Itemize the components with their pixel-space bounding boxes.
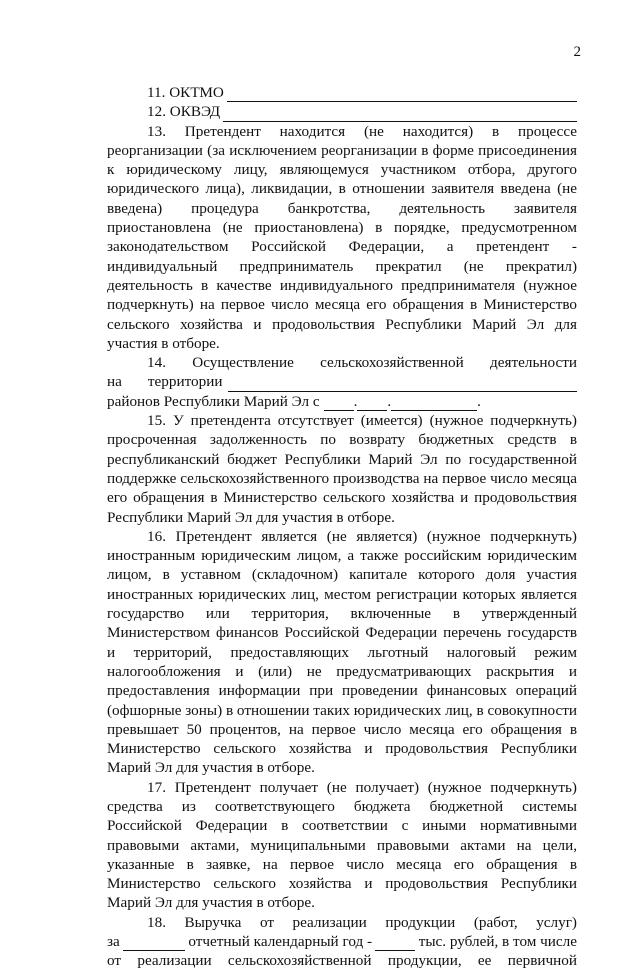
paragraph-18-za: за: [107, 933, 120, 951]
paragraph-18-line3: от реализации сельскохозяйственной продукции, ее первичной: [107, 952, 577, 970]
revenue-amount-blank[interactable]: [375, 935, 415, 951]
paragraph-18-tail: тыс. рублей, в том числе: [418, 933, 577, 951]
oktmo-field: [107, 83, 577, 102]
paragraph-14-regions: районов Республики Марий Эл с: [107, 392, 320, 410]
date-dot-2: .: [387, 392, 392, 410]
date-day-blank[interactable]: [324, 395, 354, 411]
territory-blank[interactable]: [228, 376, 577, 392]
paragraph-18-line1: 18. Выручка от реализации продукции (работ, услуг): [147, 913, 577, 931]
reporting-year-blank[interactable]: [123, 935, 185, 951]
paragraph-14-line2: [107, 372, 577, 391]
date-year-blank[interactable]: [391, 395, 477, 411]
document-body: [107, 83, 577, 971]
paragraph-14-territory: территории: [147, 373, 223, 391]
date-month-blank[interactable]: [357, 395, 387, 411]
okved-blank[interactable]: [223, 106, 577, 122]
date-dot-1: .: [353, 392, 358, 410]
paragraph-13: 13. Претендент находится (не находится) в процессе реорганизации (за исключением реорганизации в форме присоединения к юридическому лицу, являющемуся участником отбора, другого юридического лица), ликвидации, в отношении заявителя введена (не введена) процедура банкротства, деятельность заявителя приостановлена (не приостановлена) в порядке, предусмотренном законодательством Российской Федерации, а претендент - индивидуальный предприниматель прекратил (не прекратил) деятельность в качестве индивидуального предпринимателя (нужное подчеркнуть) на первое число месяца его обращения в Министерство сельского хозяйства и продовольствия Республики Марий Эл для участия в отборе.: [107, 122, 577, 352]
paragraph-15: 15. У претендента отсутствует (имеется) (нужное подчеркнуть) просроченная задолженность по возврату бюджетных средств в республиканский бюджет Республики Марий Эл по государственной поддержке сельскохозяйственного производства на первое число месяца его обращения в Министерство сельского хозяйства и продовольствия Республики Марий Эл для участия в отборе.: [107, 412, 577, 526]
oktmo-blank[interactable]: [227, 86, 577, 102]
okved-label: 12. ОКВЭД: [147, 103, 221, 121]
paragraph-16: 16. Претендент является (не является) (нужное подчеркнуть) иностранным юридическим лицом, а также российским юридическим лицом, в уставном (складочном) капитале которого доля участия иностранных юридических лиц, местом регистрации которых является государство или территория, включенные в утвержденный Министерством финансов Российской Федерации перечень государств и территорий, предоставляющих льготный налоговый режим налогообложения и (или) не предусматривающих раскрытия и предоставления информации при проведении финансовых операций (офшорные зоны) в отношении таких юридических лиц, в совокупности превышает 50 процентов, на первое число месяца его обращения в Министерство сельского хозяйства и продовольствия Республики Марий Эл для участия в отборе.: [107, 527, 577, 777]
paragraph-17: 17. Претендент получает (не получает) (нужное подчеркнуть) средства из соответствующего бюджета бюджетной системы Российской Федерации в соответствии с иными нормативными правовыми актами, муниципальными правовыми актами на цели, указанные в заявке, на первое число месяца его обращения в Министерство сельского хозяйства и продовольствия Республики Марий Эл для участия в отборе.: [107, 778, 577, 912]
date-end-dot: .: [477, 392, 481, 410]
oktmo-label: 11. ОКТМО: [147, 84, 224, 101]
page-number: 2: [573, 44, 581, 60]
paragraph-14-line3: [107, 392, 577, 411]
okved-field: [107, 102, 577, 121]
paragraph-14-na: на: [107, 373, 122, 391]
paragraph-18-mid: отчетный календарный год -: [188, 933, 373, 951]
paragraph-14-line1: 14. Осуществление сельскохозяйственной деятельности: [147, 354, 577, 372]
paragraph-18-line2: [107, 932, 577, 951]
